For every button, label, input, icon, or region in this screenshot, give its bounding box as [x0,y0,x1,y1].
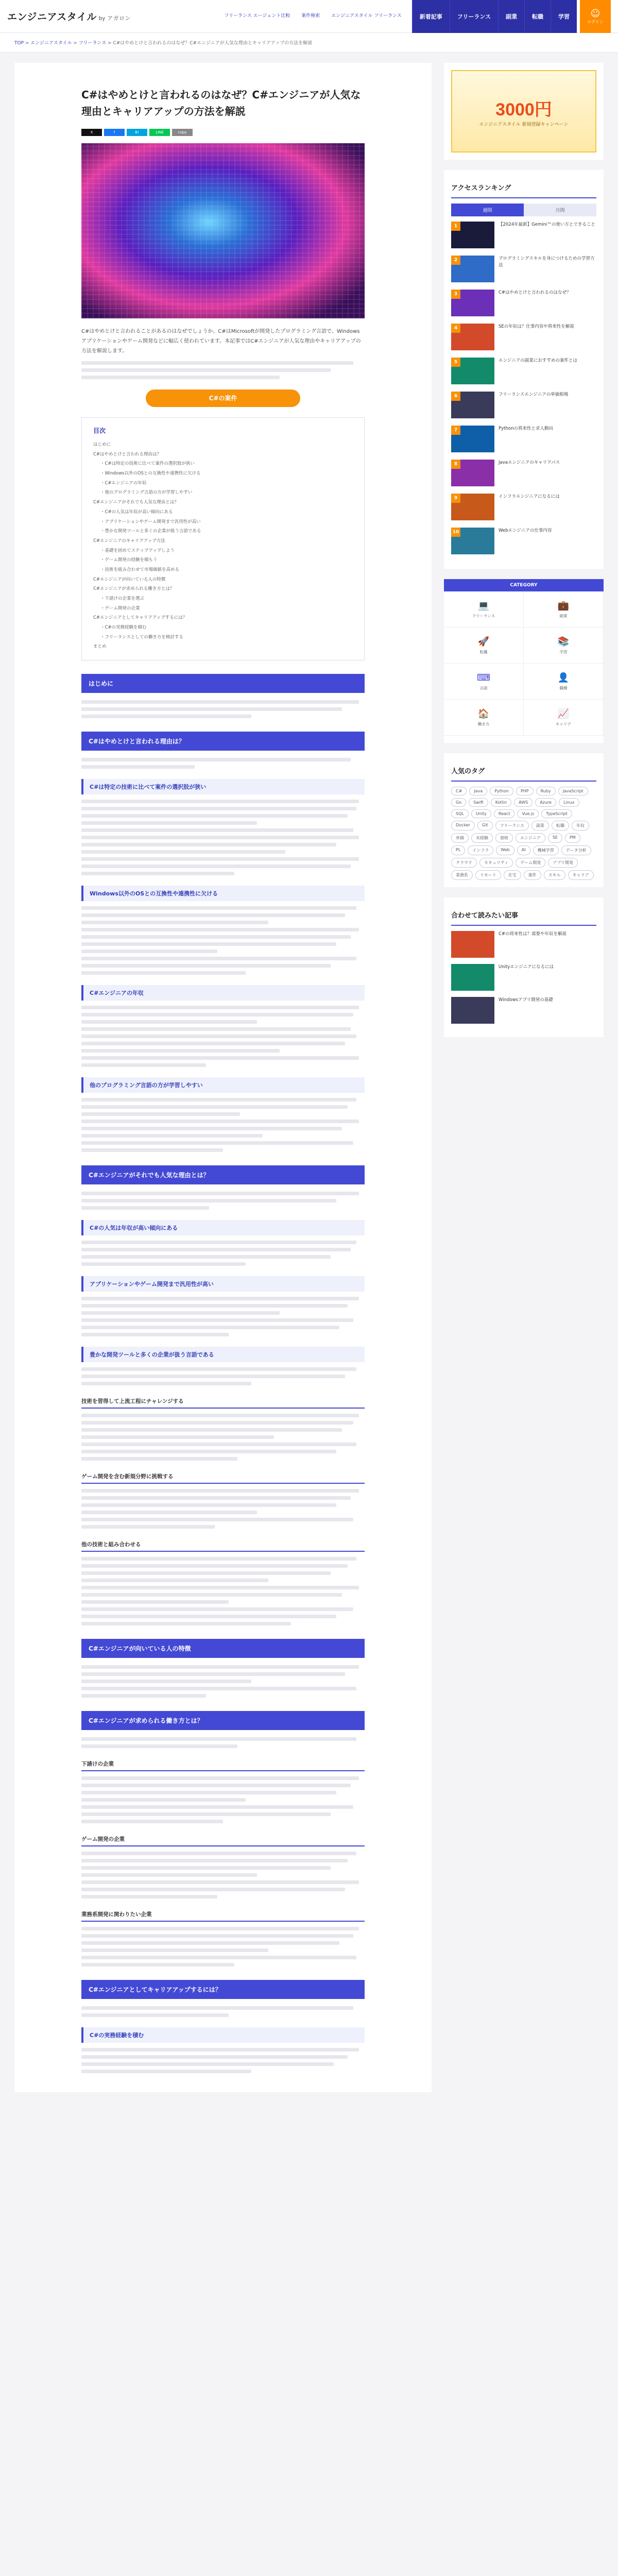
ranking-title: 【2024年最新】Gemini™の使い方とできること [499,222,595,227]
subsection-heading: C#の人気は年収が高い傾向にある [81,1220,365,1235]
ranking-thumbnail [451,222,494,248]
toc-item[interactable]: C#はやめとけと言われる理由は？ [93,451,162,457]
tag-chip[interactable]: 業務系 [451,870,473,880]
toc-item[interactable]: ・Windows以外のOSとの互換性や連携性に欠ける [100,471,201,477]
related-article[interactable] [451,964,596,991]
category-label: 言語 [479,685,488,690]
toc-item[interactable]: C#エンジニアが向いている人の特徴 [93,577,166,582]
category-icon: 💼 [557,600,570,611]
subsection-heading: C#エンジニアの年収 [81,985,365,1001]
nav-side[interactable]: 副業 [498,0,524,33]
tag-chip[interactable]: AWS [514,798,533,807]
nav-new[interactable]: 新着記事 [412,0,450,33]
promo-link-freelance[interactable]: エンジニアスタイル フリーランス [331,13,402,19]
ranking-number: 6 [451,392,460,401]
tag-chip[interactable]: Swift [469,798,488,807]
toc-item[interactable]: ・フリーランスとしての働き方を検討する [100,634,183,640]
ranking-item[interactable] [451,460,596,486]
site-logo[interactable]: エンジニアスタイル by アガロン [7,12,131,23]
toc-item[interactable]: ・ゲーム開発の企業 [100,605,140,611]
toc-item[interactable]: はじめに [93,442,111,447]
hero-image [81,143,365,318]
related-thumbnail [451,931,494,958]
ranking-title: Pythonの将来性と求人動向 [499,426,553,431]
toc-item[interactable]: ・技術を組み合わせて市場価値を高める [100,567,180,572]
tag-chip[interactable]: キャリア [568,870,594,880]
section-heading: C#エンジニアが求められる働き方とは？ [81,1711,365,1730]
related-box [444,897,604,1037]
promo-link-agent[interactable]: フリーランス エージェント比較 [224,13,290,19]
tag-chip[interactable]: C# [451,787,467,795]
share-line-button[interactable]: LINE [149,129,170,136]
share-copy-button[interactable]: copy [172,129,193,136]
ranking-number: 3 [451,290,460,299]
ranking-thumbnail [451,460,494,486]
category-icon: 📈 [557,708,570,719]
tag-chip[interactable]: フリーランス [495,821,529,831]
campaign-banner[interactable]: 3000円 エンジニアスタイル 新規登録キャンペーン [451,70,596,152]
minor-heading: 技術を習得して上流工程にチャレンジする [81,1395,365,1409]
tag-chip[interactable]: Java [469,787,487,795]
ranking-title: Javaエンジニアのキャリアパス [499,460,560,465]
category-label: フリーランス [472,613,495,618]
tag-chip[interactable]: Unity [471,809,491,818]
category-icon: 🏠 [477,708,490,719]
breadcrumb-current: C#はやめとけと言われるのはなぜ？C#エンジニアが人気な理由とキャリアアップの方法を解説 [113,41,313,46]
related-title: Windowsアプリ開発の基礎 [499,997,553,1003]
related-thumbnail [451,997,494,1024]
ranking-item[interactable] [451,426,596,452]
breadcrumb-category[interactable]: フリーランス [78,41,107,46]
category-icon: 💻 [477,600,490,611]
nav-freelance[interactable]: フリーランス [450,0,498,33]
tag-chip[interactable]: Kotlin [491,798,511,807]
category-label: キャリア [556,721,571,726]
ranking-thumbnail [451,392,494,418]
ranking-thumbnail [451,290,494,316]
table-of-contents [81,417,365,660]
toc-item[interactable]: まとめ [93,644,107,650]
site-header [0,0,618,33]
tag-chip[interactable]: データ分析 [561,845,591,855]
toc-item[interactable]: ・C#の人気は年収が高い傾向にある [100,509,173,515]
category-label: 副業 [559,613,568,618]
tags-heading: 人気のタグ [451,760,596,782]
ranking-number: 10 [451,528,460,537]
toc-item[interactable]: ・C#の実務経験を積む [100,625,147,631]
related-thumbnail [451,964,494,991]
category-item[interactable] [524,700,604,736]
tag-chip[interactable]: 単価 [451,833,469,843]
category-item[interactable] [524,628,604,664]
ranking-item[interactable] [451,528,596,554]
subsection-heading: 豊かな開発ツールと多くの企業が扱う言語である [81,1347,365,1362]
ranking-box [444,170,604,569]
ranking-number: 9 [451,494,460,503]
tag-chip[interactable]: 年収 [572,821,589,831]
ranking-title: フリーランスエンジニアの単価相場 [499,392,569,397]
toc-item[interactable]: C#エンジニアとしてキャリアアップするには？ [93,615,187,621]
ranking-heading: アクセスランキング [451,177,596,198]
tag-chip[interactable]: TypeScript [541,809,572,818]
article [14,63,432,2092]
category-icon: 🚀 [477,636,490,647]
ranking-item[interactable] [451,494,596,520]
category-label: 学習 [559,649,568,654]
ranking-item[interactable] [451,222,596,248]
share-x-button[interactable]: X [81,129,102,136]
category-icon: 📚 [557,636,570,647]
tag-chip[interactable]: AI [517,845,530,855]
toc-item[interactable]: ・C#は特定の技術に比べて案件の選択肢が狭い [100,461,195,467]
section-heading: C#はやめとけと言われる理由は？ [81,732,365,751]
category-icon: 👤 [557,672,570,683]
tag-chip[interactable]: React [494,809,515,818]
toc-item[interactable]: C#エンジニアのキャリアアップ方法 [93,538,165,544]
article-title: C#はやめとけと言われるのはなぜ？C#エンジニアが人気な理由とキャリアアップの方法を解説 [81,89,361,117]
user-icon: ☺ [590,8,600,19]
tag-chip[interactable]: Git [477,821,493,831]
ranking-thumbnail [451,528,494,554]
share-facebook-button[interactable]: f [104,129,125,136]
ranking-number: 7 [451,426,460,435]
category-item[interactable] [444,700,524,736]
tag-chip[interactable]: セキュリティ [479,858,513,868]
tag-chip[interactable]: 転職 [552,821,569,831]
ranking-number: 4 [451,324,460,333]
tag-chip[interactable]: Vue.js [517,809,539,818]
tag-chip[interactable]: Linux [559,798,579,807]
login-button[interactable]: ☺ ログイン [580,0,611,33]
nav-career[interactable]: 転職 [524,0,551,33]
subsection-heading: 他のプログラミング言語の方が学習しやすい [81,1077,365,1093]
toc-item[interactable]: ・他のプログラミング言語の方が学習しやすい [100,490,193,496]
section-heading: C#エンジニアとしてキャリアアップするには？ [81,1980,365,1999]
ranking-title: インフラエンジニアになるには [499,494,560,499]
ranking-title: SEの年収は？仕事内容や将来性を解説 [499,324,574,329]
tag-chip[interactable]: JavaScript [558,787,588,795]
tag-chip[interactable]: Web [496,845,514,855]
category-label: 転職 [479,649,488,654]
breadcrumb-site[interactable]: エンジニアスタイル [30,41,72,46]
minor-heading: 業務系開発に関わりたい企業 [81,1908,365,1922]
toc-item[interactable]: ・豊かな開発ツールと多くの企業が扱う言語である [100,529,201,534]
category-icon: ⌨ [477,672,490,683]
ranking-item[interactable] [451,358,596,384]
minor-heading: ゲーム開発を含む新規分野に挑戦する [81,1470,365,1484]
toc-item[interactable]: ・アプリケーションやゲーム開発まで汎用性が高い [100,519,201,524]
tag-chip[interactable]: リモート [475,870,501,880]
subsection-heading: Windows以外のOSとの互換性や連携性に欠ける [81,886,365,901]
tag-chip[interactable]: Azure [535,798,556,807]
tag-chip[interactable]: 機械学習 [533,845,559,855]
tag-chip[interactable]: 案件 [524,870,541,880]
section-heading: はじめに [81,674,365,693]
category-heading: CATEGORY [444,579,604,591]
tag-chip[interactable]: SE [548,833,562,843]
breadcrumb-top[interactable]: TOP [14,41,24,46]
tag-chip[interactable]: 資格 [495,833,513,843]
ranking-title: C#はやめとけと言われるのはなぜ？ [499,290,571,295]
toc-item[interactable]: C#エンジニアがそれでも人気な理由とは？ [93,500,179,505]
promo-link-search[interactable]: 案件検索 [301,13,320,19]
tag-chip[interactable]: インフラ [468,845,493,855]
category-label: 働き方 [477,721,490,726]
ranking-thumbnail [451,358,494,384]
toc-item[interactable]: C#エンジニアが求められる働き方とは？ [93,586,175,592]
subsection-heading: C#は特定の技術に比べて案件の選択肢が狭い [81,779,365,794]
ranking-item[interactable] [451,392,596,418]
tags-box [444,753,604,887]
related-heading: 合わせて読みたい記事 [451,905,596,926]
ranking-item[interactable] [451,290,596,316]
tag-chip[interactable]: Go [451,798,466,807]
toc-title: 目次 [93,427,106,434]
ranking-number: 2 [451,256,460,265]
breadcrumb: TOP > エンジニアスタイル > フリーランス > C#はやめとけと言われるのはなぜ？C#エンジニアが人気な理由とキャリアアップの方法を解説 [0,33,618,53]
ranking-title: Webエンジニアの仕事内容 [499,528,552,533]
category-item[interactable] [524,664,604,700]
toc-item[interactable]: ・ゲーム開発の経験を積もう [100,557,158,563]
tag-chip[interactable]: SQL [451,809,469,818]
ranking-thumbnail [451,256,494,282]
tag-chip[interactable]: Docker [451,821,475,831]
cta-button[interactable]: C#の案件 [146,389,300,407]
toc-item[interactable]: ・下請けの企業を選ぶ [100,596,145,601]
related-article[interactable] [451,997,596,1024]
category-item[interactable] [444,628,524,664]
tag-chip[interactable]: PHP [516,787,534,795]
related-article[interactable] [451,931,596,958]
ranking-title: エンジニアの副業におすすめの案件とは [499,358,577,363]
lead-text: C#はやめとけと言われることがあるのはなぜでしょうか。C#はMicrosoftが開発したプログラミング言語で、Windowsアプリケーションやゲーム開発などに幅広く使われています。本記事ではC#エンジニアが人気な理由やキャリアアップの方法を解説します。 [81,329,361,354]
ranking-number: 8 [451,460,460,469]
section-heading: C#エンジニアがそれでも人気な理由とは？ [81,1165,365,1184]
tag-chip[interactable]: PM [565,833,580,843]
section-heading: C#エンジニアが向いている人の特徴 [81,1639,365,1658]
category-label: 職種 [559,685,568,690]
tag-chip[interactable]: Ruby [536,787,556,795]
tag-chip[interactable]: クラウド [451,858,477,868]
ranking-thumbnail [451,494,494,520]
related-title: Unityエンジニアになるには [499,964,554,970]
category-item[interactable] [444,664,524,700]
tab-monthly[interactable]: 月間 [524,204,596,216]
tag-chip[interactable]: 在宅 [504,870,521,880]
related-title: C#の将来性は？需要や年収を解説 [499,931,567,937]
header-nav [412,0,611,33]
toc-item[interactable]: ・C#エンジニアの年収 [100,480,147,486]
ranking-item[interactable] [451,324,596,350]
minor-heading: ゲーム開発の企業 [81,1833,365,1846]
nav-learn[interactable]: 学習 [551,0,577,33]
tag-chip[interactable]: PL [451,845,465,855]
minor-heading: 下請けの企業 [81,1757,365,1771]
tag-chip[interactable]: スキル [544,870,565,880]
minor-heading: 他の技術と組み合わせる [81,1538,365,1552]
ranking-title: プログラミングスキルを身につけるための学習方法 [499,256,595,268]
tag-chip[interactable]: 副業 [531,821,549,831]
category-item[interactable] [444,591,524,628]
share-row [81,129,365,136]
ranking-thumbnail [451,324,494,350]
share-hatena-button[interactable]: B! [127,129,147,136]
category-item[interactable] [524,591,604,628]
tag-chip[interactable]: Python [490,787,513,795]
subsection-heading: アプリケーションやゲーム開発まで汎用性が高い [81,1276,365,1292]
tag-chip[interactable]: アプリ開発 [548,858,578,868]
toc-item[interactable]: ・基礎を固めてステップアップしよう [100,548,175,553]
ranking-thumbnail [451,426,494,452]
tab-weekly[interactable]: 週間 [451,204,524,216]
ranking-number: 1 [451,222,460,231]
sidebar [444,63,604,2092]
ranking-item[interactable] [451,256,596,282]
ad-box [444,63,604,160]
category-box [444,579,604,743]
tag-chip[interactable]: エンジニア [516,833,545,843]
tag-chip[interactable]: 未経験 [471,833,493,843]
subsection-heading: C#の実務経験を積む [81,2027,365,2043]
ranking-number: 5 [451,358,460,367]
tag-chip[interactable]: ゲーム開発 [516,858,545,868]
